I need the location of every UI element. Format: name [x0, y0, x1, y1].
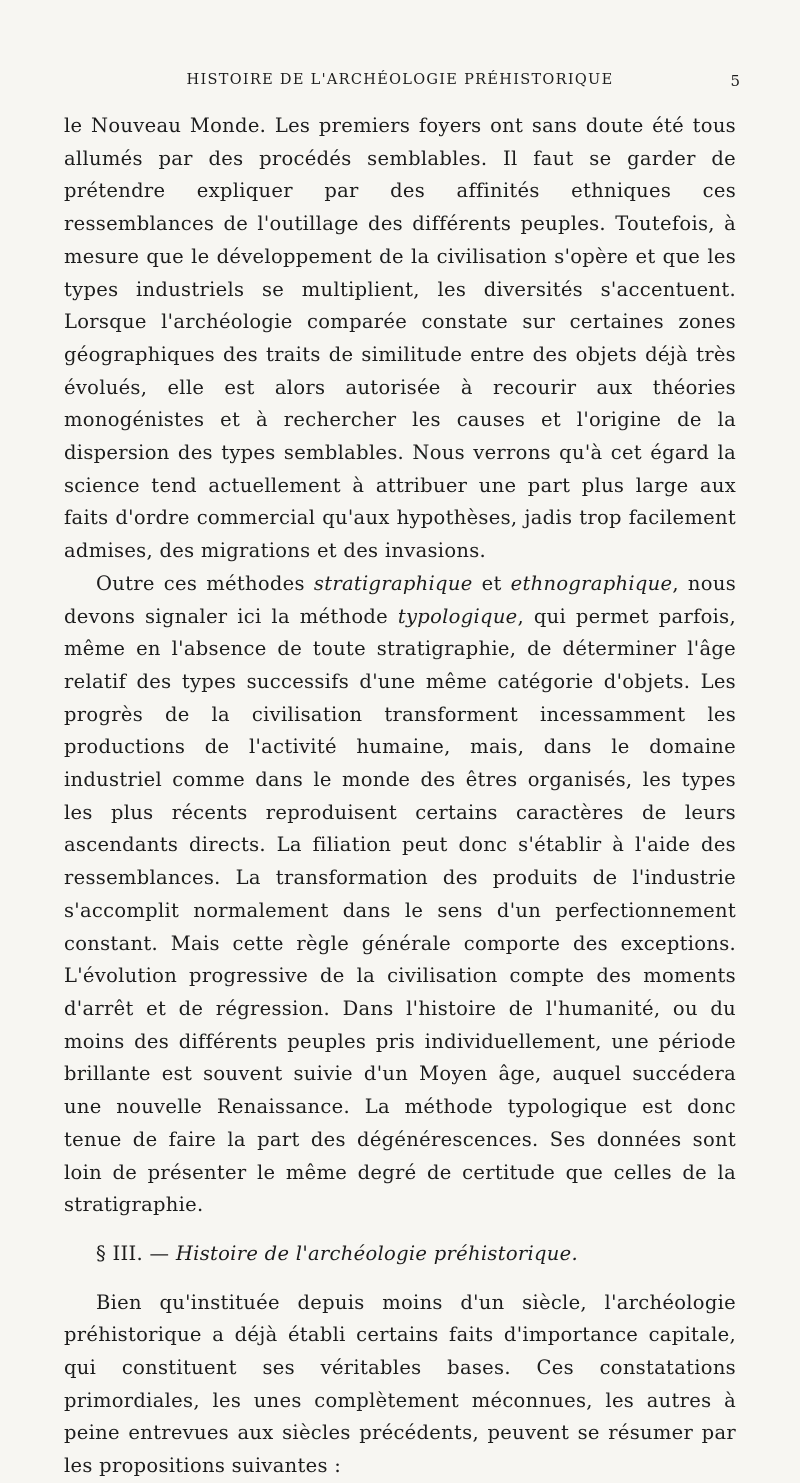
section-title: Histoire de l'archéologie préhistorique. — [175, 1241, 579, 1265]
page-body — [64, 110, 736, 1483]
paragraph-text: , nous devons signaler ici la méthode — [64, 571, 736, 628]
running-title: HISTOIRE DE L'ARCHÉOLOGIE PRÉHISTORIQUE — [186, 72, 614, 88]
paragraph-text: Bien qu'instituée depuis moins d'un siècle, l'archéologie préhistorique a déjà établi certains faits d'importance capitale, qui constituent ses véritables bases. Ces constatations primordiales, les unes complètement méconnues, les autres à peine entrevues aux siècles précédents, peuvent se résumer par les propositions suivantes : — [64, 1290, 736, 1478]
page-number: 5 — [730, 72, 740, 90]
emphasis-stratigraphique: stratigraphique — [313, 571, 473, 595]
emphasis-ethnographique: ethnographique — [510, 571, 673, 595]
paragraph-text: Outre ces méthodes — [96, 571, 314, 595]
section-heading — [64, 1238, 736, 1271]
paragraph-text: , qui permet parfois, même en l'absence de toute stratigraphie, de déterminer l'âge relatif des types successifs d'une même catégorie d'objets. Les progrès de la civilisation transforment incessamment les productions de l'activité humaine, mais, dans le domaine industriel comme dans le monde des êtres organisés, les types les plus récents reproduisent certains caractères de leurs ascendants directs. La filiation peut donc s'établir à l'aide des ressemblances. La transformation des produits de l'industrie s'accomplit normalement dans le sens d'un perfectionnement constant. Mais cette règle générale comporte des exceptions. L'évolution progressive de la civilisation compte des moments d'arrêt et de régression. Dans l'histoire de l'humanité, ou du moins des différents peuples pris individuellement, une période brillante est souvent suivie d'un Moyen âge, auquel succédera une nouvelle Renaissance. La méthode typologique est donc tenue de faire la part des dégénérescences. Ses données sont loin de présenter le même degré de certitude que celles de la stratigraphie. — [64, 604, 736, 1217]
section-number: § III. — — [96, 1241, 170, 1265]
paragraph-text: et — [472, 571, 511, 595]
paragraph-text: le Nouveau Monde. Les premiers foyers ont sans doute été tous allumés par des procédés semblables. Il faut se garder de prétendre expliquer par des affinités ethniques ces ressemblances de l'outillage des différents peuples. Toutefois, à mesure que le développement de la civilisation s'opère et que les types industriels se multiplient, les diversités s'accentuent. Lorsque l'archéologie comparée constate sur certaines zones géographiques des traits de similitude entre des objets déjà très évolués, elle est alors autorisée à recourir aux théories monogénistes et à rechercher les causes et l'origine de la dispersion des types semblables. Nous verrons qu'à cet égard la science tend actuellement à attribuer une part plus large aux faits d'ordre commercial qu'aux hypothèses, jadis trop facilement admises, des migrations et des invasions. — [64, 114, 736, 563]
paragraph — [64, 1287, 736, 1483]
emphasis-typologique: typologique — [397, 604, 518, 628]
paragraph — [64, 568, 736, 1222]
paragraph — [64, 110, 736, 568]
